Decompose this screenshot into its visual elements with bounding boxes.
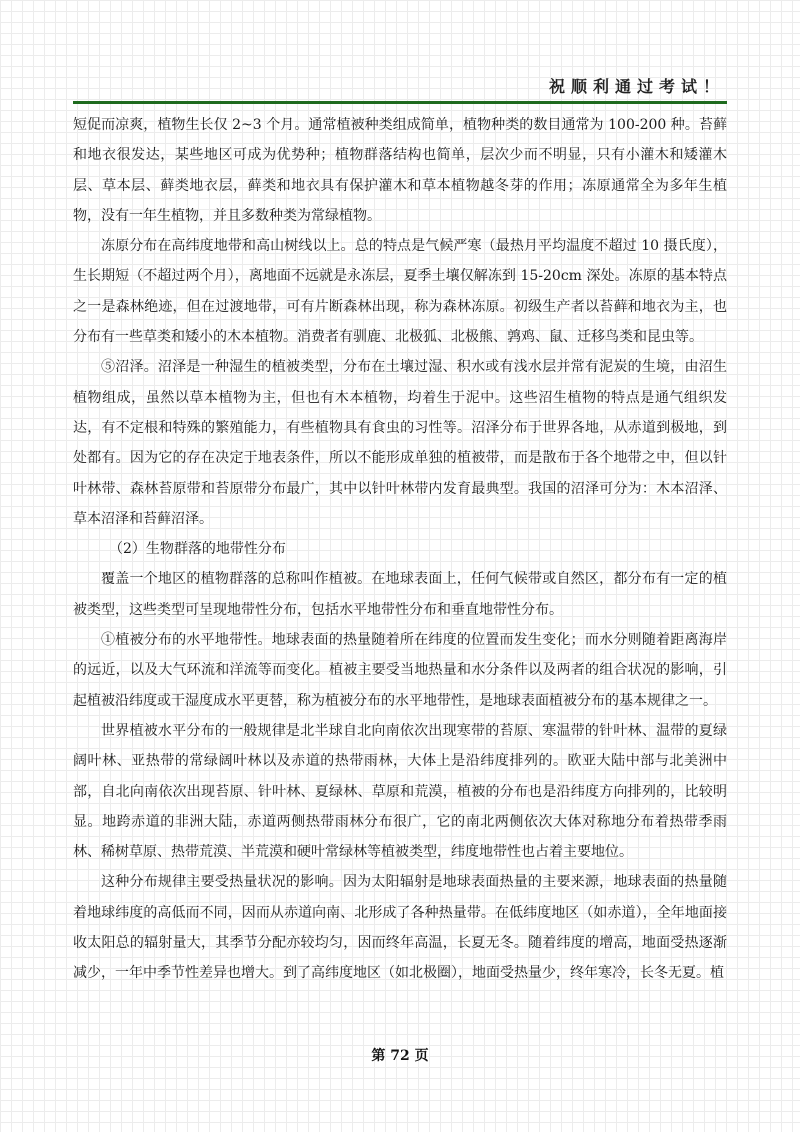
header-title: 祝顺利通过考试！ [548, 77, 725, 96]
paragraph-tundra-distribution: 冻原分布在高纬度地带和高山树线以上。总的特点是气候严寒（最热月平均温度不超过 10 摄氏度），生长期短（不超过两个月），离地面不远就是永冻层，夏季土壤仅解冻到 15-20cm 深处。冻原的基本特点之一是森林绝迹，但在过渡地带，可有片断森林出现，称为森林冻原。初级生产者以苔藓和地衣为主，也分布有一些草类和矮小的木本植物。消费者有驯鹿、北极狐、北极熊、鹑鸡、鼠、迁移鸟类和昆虫等。 [73, 238, 727, 346]
paragraph-vegetation: 覆盖一个地区的植物群落的总称叫作植被。在地球表面上，任何气候带或自然区，都分布有一定的植被类型，这些类型可呈现地带性分布，包括水平地带性分布和垂直地带性分布。 [73, 571, 727, 618]
paragraph-continuation: 短促而凉爽，植物生长仅 2~3 个月。通常植被种类组成简单，植物种类的数目通常为 100-200 种。苔藓和地衣很发达，某些地区可成为优势种；植物群落结构也简单，层次少而不明显，只有小灌木和矮灌木层、草本层、藓类地衣层，藓类和地衣具有保护灌木和草本植物越冬芽的作用；冻原通常全为多年生植物，没有一年生植物，并且多数种类为常绿植物。 [73, 117, 727, 224]
section-heading: （2）生物群落的地带性分布 [109, 541, 286, 558]
paragraph-swamp: ⑤沼泽。沼泽是一种湿生的植被类型，分布在土壤过湿、积水或有浅水层并常有泥炭的生境，由沼生植物组成，虽然以草本植物为主，但也有木本植物，均着生于泥中。这些沼生植物的特点是通气组织发达，有不定根和特殊的繁殖能力，有些植物具有食虫的习性等。沼泽分布于世界各地，从赤道到极地，到处都有。因为它的存在决定于地表条件，所以不能形成单独的植被带，而是散布于各个地带之中，但以针叶林带、森林苔原带和苔原带分布最广，其中以针叶林带内发育最典型。我国的沼泽可分为：木本沼泽、草本沼泽和苔藓沼泽。 [73, 359, 727, 527]
page-number: 第 72 页 [371, 1048, 429, 1064]
header-rule [73, 101, 727, 104]
paragraph-world-distribution: 世界植被水平分布的一般规律是北半球自北向南依次出现寒带的苔原、寒温带的针叶林、温带的夏绿阔叶林、亚热带的常绿阔叶林以及赤道的热带雨林，大体上是沿纬度排列的。欧亚大陆中部与北美洲中部，自北向南依次出现苔原、针叶林、夏绿林、草原和荒漠，植被的分布也是沿纬度方向排列的，比较明显。地跨赤道的非洲大陆，赤道两侧热带雨林分布很广，它的南北两侧依次大体对称地分布着热带季雨林、稀树草原、热带荒漠、半荒漠和硬叶常绿林等植被类型，纬度地带性也占着主要地位。 [73, 722, 727, 861]
paragraph-heat-influence: 这种分布规律主要受热量状况的影响。因为太阳辐射是地球表面热量的主要来源，地球表面的热量随着地球纬度的高低而不同，因而从赤道向南、北形成了各种热量带。在低纬度地区（如赤道），全年地面接收太阳总的辐射量大，其季节分配亦较均匀，因而终年高温，长夏无冬。随着纬度的增高，地面受热逐渐减少，一年中季节性差异也增大。到了高纬度地区（如北极圈），地面受热量少，终年寒冷，长冬无夏。植 [73, 874, 727, 982]
page-header [73, 74, 727, 102]
paragraph-horizontal-zonality: ①植被分布的水平地带性。地球表面的热量随着所在纬度的位置而发生变化；而水分则随着距离海岸的远近，以及大气环流和洋流等而变化。植被主要受当地热量和水分条件以及两者的组合状况的影响，引起植被沿纬度或干湿度成水平更替，称为植被分布的水平地带性，是地球表面植被分布的基本规律之一。 [73, 632, 727, 709]
document-body [73, 110, 727, 989]
